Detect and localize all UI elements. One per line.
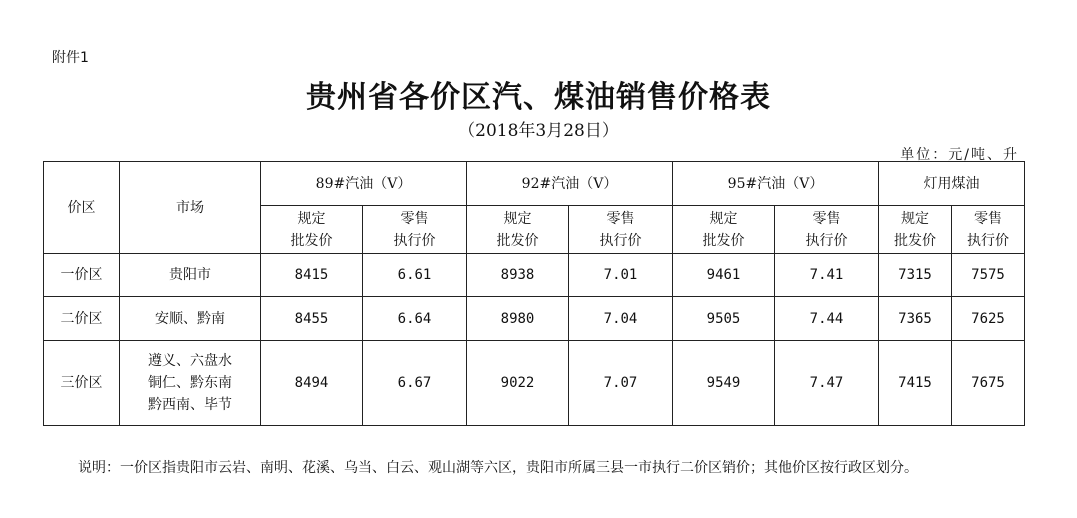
value-cell: 7.07 <box>569 341 673 426</box>
value-cell: 9022 <box>467 341 569 426</box>
value-cell: 8980 <box>467 297 569 341</box>
value-cell: 7.01 <box>569 254 673 297</box>
header-row-groups <box>44 162 1025 206</box>
zone-cell: 二价区 <box>44 297 120 341</box>
header-wholesale: 规定 批发价 <box>879 206 952 254</box>
value-cell: 6.67 <box>363 341 467 426</box>
value-cell: 7415 <box>879 341 952 426</box>
value-cell: 8494 <box>261 341 363 426</box>
value-cell: 7625 <box>952 297 1025 341</box>
attachment-label: 附件1 <box>52 50 89 66</box>
header-wholesale: 规定 批发价 <box>673 206 775 254</box>
market-cell: 遵义、六盘水 铜仁、黔东南 黔西南、毕节 <box>120 341 261 426</box>
header-retail: 零售 执行价 <box>569 206 673 254</box>
table-row <box>44 254 1025 297</box>
date-subtitle: （2018年3月28日） <box>458 121 619 141</box>
value-cell: 7575 <box>952 254 1025 297</box>
table-row <box>44 297 1025 341</box>
value-cell: 7315 <box>879 254 952 297</box>
value-cell: 7.04 <box>569 297 673 341</box>
value-cell: 6.61 <box>363 254 467 297</box>
value-cell: 7.44 <box>775 297 879 341</box>
header-group-92: 92#汽油（Ⅴ） <box>467 162 673 206</box>
value-cell: 6.64 <box>363 297 467 341</box>
header-market: 市场 <box>120 162 261 254</box>
market-cell: 贵阳市 <box>120 254 261 297</box>
value-cell: 8455 <box>261 297 363 341</box>
value-cell: 7675 <box>952 341 1025 426</box>
header-retail: 零售 执行价 <box>363 206 467 254</box>
explanatory-note: 说明：一价区指贵阳市云岩、南明、花溪、乌当、白云、观山湖等六区，贵阳市所属三县一市执行二价区销价；其他价区按行政区划分。 <box>78 460 918 476</box>
header-retail: 零售 执行价 <box>952 206 1025 254</box>
header-zone: 价区 <box>44 162 120 254</box>
unit-label: 单位：元/吨、升 <box>900 147 1019 163</box>
header-group-89: 89#汽油（Ⅴ） <box>261 162 467 206</box>
value-cell: 9505 <box>673 297 775 341</box>
value-cell: 9461 <box>673 254 775 297</box>
page-title: 贵州省各价区汽、煤油销售价格表 <box>306 80 771 115</box>
value-cell: 7.47 <box>775 341 879 426</box>
value-cell: 7.41 <box>775 254 879 297</box>
header-group-95: 95#汽油（Ⅴ） <box>673 162 879 206</box>
table-row <box>44 341 1025 426</box>
value-cell: 8938 <box>467 254 569 297</box>
value-cell: 8415 <box>261 254 363 297</box>
value-cell: 7365 <box>879 297 952 341</box>
header-wholesale: 规定 批发价 <box>261 206 363 254</box>
market-cell: 安顺、黔南 <box>120 297 261 341</box>
header-wholesale: 规定 批发价 <box>467 206 569 254</box>
zone-cell: 三价区 <box>44 341 120 426</box>
price-table <box>43 161 1025 426</box>
zone-cell: 一价区 <box>44 254 120 297</box>
value-cell: 9549 <box>673 341 775 426</box>
header-group-kerosene: 灯用煤油 <box>879 162 1025 206</box>
header-retail: 零售 执行价 <box>775 206 879 254</box>
